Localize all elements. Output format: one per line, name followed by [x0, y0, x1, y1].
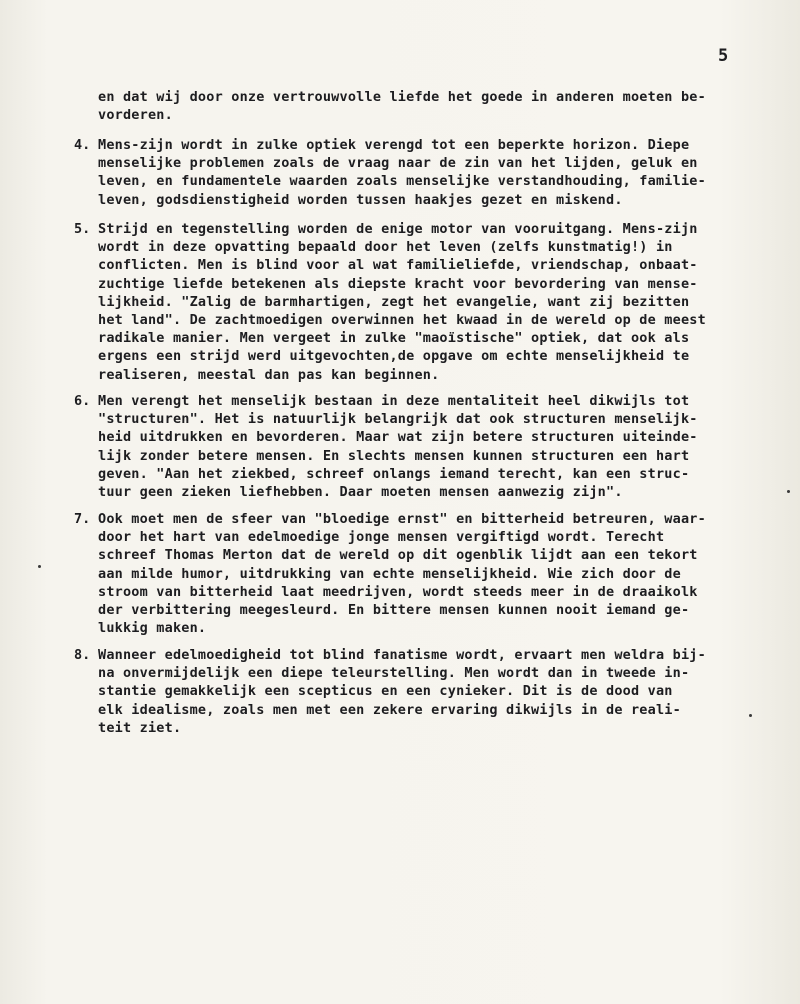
text-line: leven, godsdienstigheid worden tussen haakjes gezet en miskend. — [98, 191, 623, 208]
text-line: aan milde humor, uitdrukking van echte menselijkheid. Wie zich door de — [98, 565, 681, 582]
text-line: na onvermijdelijk een diepe teleurstelling. Men wordt dan in tweede in- — [98, 665, 690, 682]
item-number: 7. — [74, 511, 91, 527]
text-line: en dat wij door onze vertrouwvolle liefde het goede in anderen moeten be- — [98, 89, 706, 105]
text-line: tuur geen zieken liefhebben. Daar moeten mensen aanwezig zijn". — [98, 484, 623, 501]
text-line: heid uitdrukken en bevorderen. Maar wat zijn betere structuren uiteinde- — [98, 429, 698, 446]
item-number: 6. — [74, 393, 91, 409]
text-line: Ook moet men de sfeer van "bloedige ernst" en bitterheid betreuren, waar- — [98, 511, 706, 527]
text-line: menselijke problemen zoals de vraag naar de zin van het lijden, geluk en — [98, 155, 698, 172]
text-line: elk idealisme, zoals men met een zekere ervaring dikwijls in de reali- — [98, 701, 681, 718]
paper-speck — [38, 565, 41, 568]
text-line: leven, en fundamentele waarden zoals menselijke verstandhouding, familie- — [98, 173, 706, 190]
item-number: 8. — [74, 647, 91, 663]
text-line: door het hart van edelmoedige jonge mensen vergiftigd wordt. Terecht — [98, 529, 665, 546]
numbered-item-7 — [74, 510, 794, 637]
text-line: "structuren". Het is natuurlijk belangrijk dat ook structuren menselijk- — [98, 411, 698, 428]
text-line: lijk zonder betere mensen. En slechts mensen kunnen structuren een hart — [98, 447, 690, 464]
text-line: lijkheid. "Zalig de barmhartigen, zegt het evangelie, want zij bezitten — [98, 293, 690, 310]
numbered-item-6 — [74, 392, 794, 501]
page-number: 5 — [718, 46, 729, 66]
text-line: stantie gemakkelijk een scepticus en een cynieker. Dit is de dood van — [98, 683, 673, 700]
text-line: der verbittering meegesleurd. En bittere mensen kunnen nooit iemand ge- — [98, 602, 690, 619]
text-line: Men verengt het menselijk bestaan in deze mentaliteit heel dikwijls tot — [98, 393, 690, 409]
text-line: conflicten. Men is blind voor al wat familieliefde, vriendschap, onbaat- — [98, 257, 698, 274]
text-line: realiseren, meestal dan pas kan beginnen. — [98, 366, 440, 383]
text-line: vorderen. — [98, 107, 173, 124]
text-line: Wanneer edelmoedigheid tot blind fanatisme wordt, ervaart men weldra bij- — [98, 647, 706, 663]
text-line: ergens een strijd werd uitgevochten,de opgave om echte menselijkheid te — [98, 348, 690, 365]
item-number: 4. — [74, 137, 91, 153]
text-line: het land". De zachtmoedigen overwinnen het kwaad in de wereld op de meest — [98, 312, 706, 329]
paper-speck — [787, 490, 790, 493]
numbered-item-5 — [74, 220, 794, 384]
paper-speck — [749, 714, 752, 717]
text-line: Mens-zijn wordt in zulke optiek verengd tot een beperkte horizon. Diepe — [98, 137, 690, 153]
text-line: wordt in deze opvatting bepaald door het leven (zelfs kunstmatig!) in — [98, 239, 673, 256]
text-line: stroom van bitterheid laat meedrijven, wordt steeds meer in de draaikolk — [98, 583, 698, 600]
numbered-item-4 — [74, 136, 794, 209]
text-line: geven. "Aan het ziekbed, schreef onlangs iemand terecht, kan een struc- — [98, 465, 690, 482]
text-line: schreef Thomas Merton dat de wereld op dit ogenblik lijdt aan een tekort — [98, 547, 698, 564]
intro-paragraph — [98, 88, 800, 124]
text-line: Strijd en tegenstelling worden de enige motor van vooruitgang. Mens-zijn — [98, 221, 698, 237]
text-line: radikale manier. Men vergeet in zulke "maoïstische" optiek, dat ook als — [98, 330, 690, 347]
text-line: teit ziet. — [98, 719, 182, 736]
text-line: lukkig maken. — [98, 620, 207, 637]
item-number: 5. — [74, 221, 91, 237]
numbered-item-8 — [74, 646, 794, 737]
text-line: zuchtige liefde betekenen als diepste kracht voor bevordering van mense- — [98, 275, 698, 292]
